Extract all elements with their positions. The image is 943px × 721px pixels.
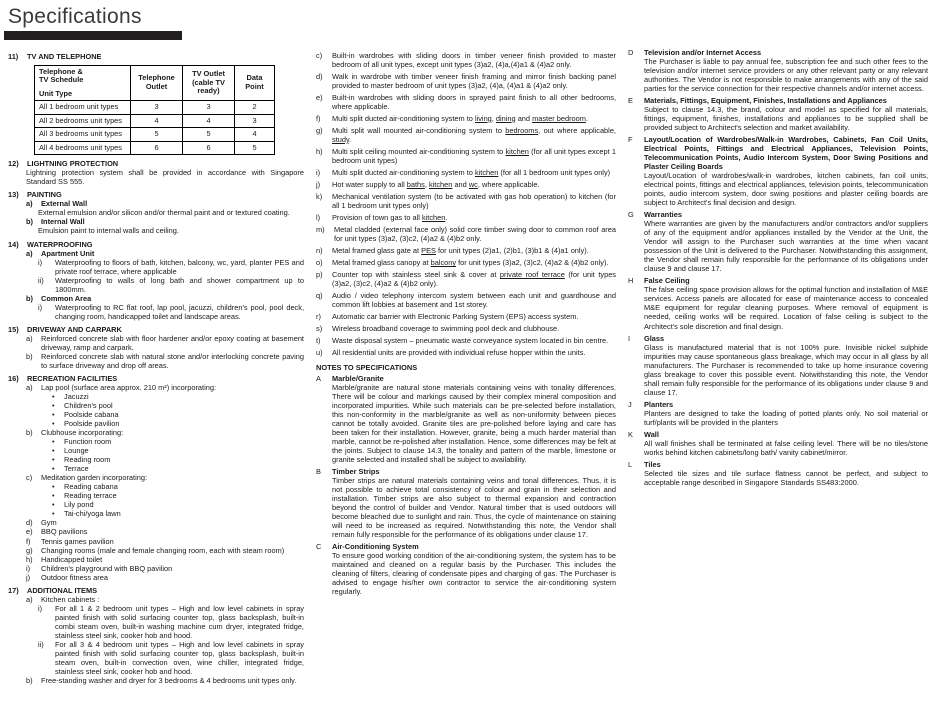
item-body: Reinforced concrete slab with natural stone and/or interlocking concrete paving to surface driveway and drop off areas. xyxy=(41,351,304,370)
note-heading: Wall xyxy=(644,429,659,439)
section-16-list xyxy=(8,383,304,582)
item-body: Walk in wardrobe with timber veneer finish framing and mirror finish backing panel provided to master bedroom of unit types (3)a2, (4)a, (4)a1 & (4)a2 only. xyxy=(332,71,616,90)
item-marker: j) xyxy=(316,179,321,189)
section-15-title: DRIVEWAY AND CARPARK xyxy=(27,324,122,334)
bullet-icon: • xyxy=(52,482,55,492)
item-body: Children's playground with BBQ pavilion xyxy=(41,563,173,573)
note-heading: Television and/or Internet Access xyxy=(644,47,762,57)
list-item xyxy=(26,518,304,527)
note-body: Layout/Location of wardrobes/walk-in wardrobes, kitchen cabinets, fan coil units, electrical points, fittings and electrical appliances, television points, telecommunication points, audio intercom system, door swing positions and plaster ceiling boards are subject to Architect's final decision and design. xyxy=(644,171,928,208)
item-marker: c) xyxy=(26,473,33,483)
bullet-icon: • xyxy=(52,455,55,465)
item-marker: t) xyxy=(316,336,321,346)
section-17-heading xyxy=(8,586,304,595)
item-marker: a) xyxy=(26,594,33,604)
note-item xyxy=(628,135,928,171)
item-marker: g) xyxy=(316,125,323,135)
note-marker: B xyxy=(316,466,321,476)
note-marker: D xyxy=(628,47,634,57)
item-body: Changing rooms (male and female changing room, each with steam room) xyxy=(41,545,285,555)
note-heading: Materials, Fittings, Equipment, Finishes, Installations and Appliances xyxy=(644,95,887,105)
note-body: The Purchaser is liable to pay annual fee, subscription fee and such other fees to the television and/or internet service providers or any other relevant party or any relevant authorities. The Vendor is not responsible to make arrangements with any of the said parties for the service connection for their respective channels and/or internet access. xyxy=(644,56,928,93)
item-marker: d) xyxy=(316,71,323,81)
cell-tv: 5 xyxy=(183,128,235,142)
item-marker: i) xyxy=(26,563,31,573)
item-body: Built-in wardrobes with sliding doors in sprayed paint finish to all other bedrooms, where applicable. xyxy=(332,92,616,111)
item-marker: i) xyxy=(38,603,43,613)
list-item xyxy=(26,527,304,536)
item-body: For all 3 & 4 bedroom unit types – High and low level cabinets in spray painted finish with solid surfacing counter top, glass backsplash, built-in steam oven, built-in convection oven, wine chiller, integrated fridge, stainless steel sink, cooker hob and hood. xyxy=(55,639,304,676)
list-item xyxy=(26,334,304,352)
item-marker: f) xyxy=(26,536,31,546)
item-body: Provision of town gas to all kitchen. xyxy=(332,213,448,223)
item-body: Hot water supply to all baths, kitchen and wc, where applicable. xyxy=(332,179,540,189)
list-item xyxy=(316,147,616,165)
list-item xyxy=(316,324,616,333)
item-body: Waterproofing to floors of bath, kitchen, balcony, wc, yard, planter PES and private roof terrace, where applicable xyxy=(55,257,304,276)
item-body: Function room xyxy=(64,437,112,447)
note-body: Glass is manufactured material that is not 100% pure. Invisible nickel sulphide impurities may cause spontaneous glass breakage, which may occur in all glass by all manufacturers. The Purchaser is recommended to take up home insurance covering glass breakage to cover this possible event. Notwithstanding this note, the Vendor shall remain fully responsible for the performance of its obligations under clause 9 and clause 17. xyxy=(644,342,928,397)
item-body: Metal framed glass gate at PES for unit types (2)a1, (2)b1, (3)b1 & (4)a1 only). xyxy=(332,246,589,256)
item-marker: f) xyxy=(316,113,321,123)
item-body: Built-in wardrobes with sliding doors in timber veneer finish provided to master bedroom of all unit types, except unit types (3)a2, (4)a,(4)a1 & (4)a2 only. xyxy=(332,50,616,69)
list-item xyxy=(316,180,616,189)
column-header-telephone-outlet: Telephone Outlet xyxy=(131,65,183,101)
list-item xyxy=(52,491,304,500)
list-item xyxy=(52,509,304,518)
item-marker: b) xyxy=(26,217,33,227)
list-item xyxy=(316,51,616,69)
item-body: Multi split ducted air-conditioning system to kitchen (for all 1 bedroom unit types only) xyxy=(332,167,611,177)
note-marker: J xyxy=(628,399,632,409)
note-body: Timber strips are natural materials containing veins and tonal differences. Thus, it is not possible to achieve total consistency of colour and grain in their selection and installation. Timber strips are also subject to thermal expansion and contraction beyond the control of builder and Vendor. Natural timber that is used outdoors will become bleached due to sunlight and rain. Thus, the cycle of maintenance on staining will need to be increased as required. Notwithstanding this note, the Vendor shall remain fully responsible for the performance of its obligations under clause 17. xyxy=(332,475,616,540)
item-body: Lap pool (surface area approx. 210 m²) incorporating: xyxy=(41,382,217,392)
section-14-number: 14) xyxy=(8,239,19,249)
cell-telephone: 6 xyxy=(131,141,183,155)
list-item xyxy=(26,352,304,370)
list-item xyxy=(52,392,304,401)
section-11-number: 11) xyxy=(8,51,19,61)
note-marker: C xyxy=(316,542,322,552)
item-marker: a) xyxy=(26,333,33,343)
list-item xyxy=(38,258,304,276)
item-marker: a) xyxy=(26,199,33,209)
column-middle xyxy=(316,48,616,685)
specifications-page xyxy=(0,4,943,721)
cell-telephone: 3 xyxy=(131,101,183,115)
item-marker: j) xyxy=(26,572,31,582)
note-body: Marble/granite are natural stone materials containing veins with tonality differences. There will be colour and markings caused by their complex mineral composition and incorporated impurities. While such materials can be pre-selected before installation, this non-conformity in the marble/granite as well as non-uniformity between pieces cannot be totally avoided. Granite tiles are pre-polished before laying and care has been taken for their installation. However, granite, being a much harder material than marble, cannot be re-polished after installation. Hence, some differences may be felt at the joints. Subject to clause 14.3, the tonality and pattern of the marble, limestone or granite selected and installed shall be subject to availability. xyxy=(332,382,616,464)
list-item xyxy=(52,482,304,491)
item-body: Children's pool xyxy=(64,401,113,411)
list-item xyxy=(26,676,304,685)
section-16-heading xyxy=(8,374,304,383)
item-body: Outdoor fitness area xyxy=(41,572,108,582)
item-marker: b) xyxy=(26,293,33,303)
list-item xyxy=(38,640,304,676)
item-marker: o) xyxy=(316,258,323,268)
item-marker: r) xyxy=(316,312,321,322)
cell-data: 2 xyxy=(235,101,275,115)
item-body: Multi split wall mounted air-conditioning system to bedrooms, out where applicable, study. xyxy=(332,125,616,144)
item-body: Clubhouse incorporating: xyxy=(41,428,124,438)
list-item xyxy=(26,294,304,303)
note-marker: I xyxy=(628,333,631,343)
item-heading: Internal Wall xyxy=(41,217,85,227)
item-body: Terrace xyxy=(64,464,89,474)
list-item xyxy=(316,225,616,243)
note-marker: A xyxy=(316,373,321,383)
note-body: All wall finishes shall be terminated at false ceiling level. There will be no tiles/stone works behind kitchen cabinets/long bath/ vanity cabinet/mirror. xyxy=(644,438,928,457)
list-item xyxy=(316,192,616,210)
note-marker: L xyxy=(628,459,633,469)
item-heading: External Wall xyxy=(41,199,88,209)
item-body: Free-standing washer and dryer for 3 bedrooms & 4 bedrooms unit types only. xyxy=(41,675,297,685)
item-marker: m) xyxy=(316,225,325,235)
item-marker: g) xyxy=(26,545,33,555)
note-heading: Tiles xyxy=(644,459,661,469)
note-heading: Layout/Location of Wardrobes/Walk-in Wardrobes, Cabinets, Fan Coil Units, Electrical Points, Fittings and Electrical Appliances, Television Points, Telecommunication Points, Audio Intercom System, Door Swing Positions and Plaster Ceiling Boards xyxy=(644,134,928,171)
list-item xyxy=(26,199,304,208)
note-item xyxy=(316,542,616,551)
item-body: Tennis games pavilion xyxy=(41,536,114,546)
section-14-heading xyxy=(8,240,304,249)
item-body: Reading cabana xyxy=(64,482,118,492)
note-item xyxy=(628,400,928,409)
note-body: Where warranties are given by the manufacturers and/or contractors and/or suppliers of any of the equipment and/or appliances installed by the Vendor at the Unit, the Vendor will assign to the Purchaser such warranties at the time when vacant possession of the Unit is delivered to the Purchaser. Notwithstanding this assignment, the Vendor shall remain fully responsible for the performance of its obligations under clause 9 and clause 17. xyxy=(644,219,928,274)
list-item xyxy=(26,537,304,546)
corner-line-1: Telephone & xyxy=(39,66,83,76)
bullet-icon: • xyxy=(52,491,55,501)
list-item xyxy=(26,555,304,564)
item-marker: e) xyxy=(316,92,323,102)
list-item xyxy=(316,126,616,144)
item-body: Metal cladded (external face only) solid core timber swing door to common roof area for unit types (3)a2, (3)c2, (4)a2 & (4)b2 only. xyxy=(334,225,616,244)
row-label: All 1 bedroom unit types xyxy=(35,101,131,115)
section-16-title: RECREATION FACILITIES xyxy=(27,373,118,383)
item-marker: ii) xyxy=(38,275,44,285)
item-marker: i) xyxy=(38,257,43,267)
section-16-number: 16) xyxy=(8,373,19,383)
list-item xyxy=(316,291,616,309)
corner-line-2: TV Schedule xyxy=(39,75,84,85)
note-item xyxy=(628,276,928,285)
item-body: Emulsion paint to internal walls and ceiling. xyxy=(38,226,179,236)
item-marker: a) xyxy=(26,248,33,258)
bullet-icon: • xyxy=(52,437,55,447)
page-header xyxy=(0,4,943,40)
list-item xyxy=(316,258,616,267)
bullet-icon: • xyxy=(52,401,55,411)
note-marker: G xyxy=(628,210,634,220)
list-item xyxy=(26,564,304,573)
list-item xyxy=(38,303,304,321)
item-body: Tai-chi/yoga lawn xyxy=(64,509,121,519)
section-17-title: ADDITIONAL ITEMS xyxy=(27,585,98,595)
cell-data: 3 xyxy=(235,114,275,128)
item-marker: b) xyxy=(26,675,33,685)
bullet-icon: • xyxy=(52,410,55,420)
list-item xyxy=(38,276,304,294)
note-item xyxy=(628,48,928,57)
list-item xyxy=(26,573,304,582)
note-heading: Planters xyxy=(644,399,674,409)
item-body: Metal framed glass canopy at balcony for unit types (3)a2, (3)c2, (4)a2 & (4)b2 only). xyxy=(332,258,609,268)
bullet-icon: • xyxy=(52,509,55,519)
corner-line-3: Unit Type xyxy=(39,88,73,98)
item-marker: c) xyxy=(316,50,323,60)
note-marker: K xyxy=(628,429,633,439)
item-marker: s) xyxy=(316,324,323,334)
table-row xyxy=(35,141,275,155)
column-header-tv-outlet: TV Outlet (cable TV ready) xyxy=(183,65,235,101)
item-heading: Apartment Unit xyxy=(41,248,95,258)
note-body: To ensure good working condition of the air-conditioning system, the system has to be maintained and cleaned on a regular basis by the Purchaser. This includes the cleaning of filters, clearing of condensate pipes and charging of gas. The Purchaser is advised to engage his/her own contractor to service the air-conditioning system regularly. xyxy=(332,551,616,597)
list-item xyxy=(52,500,304,509)
item-body: Lounge xyxy=(64,446,89,456)
section-11-title: TV AND TELEPHONE xyxy=(27,51,102,61)
item-body: Reading room xyxy=(64,455,111,465)
list-item xyxy=(316,114,616,123)
section-15-heading xyxy=(8,325,304,334)
page-title: Specifications xyxy=(8,5,142,28)
note-body: Subject to clause 14.3, the brand, colour and model as specified for all materials, fittings, equipment, finishes, installations and appliances to be supplied shall be provided subject to Architect's selection and market availability. xyxy=(644,104,928,132)
note-item xyxy=(628,334,928,343)
column-right xyxy=(628,48,928,685)
item-body: Kitchen cabinets : xyxy=(41,594,100,604)
column-left xyxy=(8,48,304,685)
item-body: Multi split ceiling mounted air-conditioning system to kitchen (for all unit types except 1 bedroom unit types) xyxy=(332,146,616,165)
note-heading: Air-Conditioning System xyxy=(332,542,419,552)
cell-telephone: 4 xyxy=(131,114,183,128)
item-marker: n) xyxy=(316,246,323,256)
list-item xyxy=(316,246,616,255)
notes-section-title: NOTES TO SPECIFICATIONS xyxy=(316,363,418,373)
list-item xyxy=(52,464,304,473)
note-body: Planters are designed to take the loading of potted plants only. No soil material or turf/plants will be provided in the planters xyxy=(644,408,928,427)
cell-tv: 4 xyxy=(183,114,235,128)
item-body: Wireless broadband coverage to swimming pool deck and clubhouse. xyxy=(332,324,560,334)
list-item xyxy=(52,437,304,446)
item-body: Poolside cabana xyxy=(64,410,119,420)
list-item xyxy=(316,312,616,321)
cell-tv: 3 xyxy=(183,101,235,115)
list-item xyxy=(316,93,616,111)
section-14-title: WATERPROOFING xyxy=(27,239,93,249)
list-item xyxy=(52,410,304,419)
item-marker: k) xyxy=(316,192,323,202)
item-body: Audio / video telephony intercom system between each unit and guardhouse and common lift lobbies at basement and 1st storey. xyxy=(332,291,616,310)
note-heading: Warranties xyxy=(644,210,682,220)
section-12-heading xyxy=(8,159,304,168)
table-row xyxy=(35,114,275,128)
list-item xyxy=(316,213,616,222)
item-body: Multi split ducted air-conditioning system to living, dining and master bedroom. xyxy=(332,113,588,123)
note-item xyxy=(628,210,928,219)
section-13-heading xyxy=(8,190,304,199)
note-marker: E xyxy=(628,95,633,105)
table-row xyxy=(35,101,275,115)
item-body: BBQ pavilions xyxy=(41,527,88,537)
section-13-number: 13) xyxy=(8,190,19,200)
row-label: All 3 bedrooms unit types xyxy=(35,128,131,142)
column-header-data-point: Data Point xyxy=(235,65,275,101)
item-body: Counter top with stainless steel sink & cover at private roof terrace (for unit types (3)a2, (3)c2, (4)a2 & (4)b2 only). xyxy=(332,270,616,289)
note-heading: Marble/Granite xyxy=(332,373,384,383)
item-heading: Common Area xyxy=(41,293,92,303)
item-marker: l) xyxy=(316,213,321,223)
note-item xyxy=(316,374,616,383)
section-17-number: 17) xyxy=(8,585,19,595)
item-marker: q) xyxy=(316,291,323,301)
row-label: All 2 bedrooms unit types xyxy=(35,114,131,128)
item-marker: e) xyxy=(26,527,33,537)
cell-data: 5 xyxy=(235,141,275,155)
item-body: Waterproofing to RC flat roof, lap pool, jacuzzi, children's pool, pool deck, changing room, handicapped toilet and landscape areas. xyxy=(55,302,304,321)
bullet-icon: • xyxy=(52,446,55,456)
section-13-title: PAINTING xyxy=(27,190,62,200)
cell-tv: 6 xyxy=(183,141,235,155)
item-body: Poolside pavilion xyxy=(64,419,120,429)
list-item xyxy=(316,72,616,90)
section-12-title: LIGHTNING PROTECTION xyxy=(27,159,119,169)
item-body: Reinforced concrete slab with floor hardener and/or epoxy coating at basement driveway, ramp and carpark. xyxy=(41,333,304,352)
list-item xyxy=(26,473,304,482)
item-body: Automatic car barrier with Electronic Parking System (EPS) access system. xyxy=(332,312,579,322)
bullet-icon: • xyxy=(52,419,55,429)
item-body: Lily pond xyxy=(64,500,94,510)
item-body: Reading terrace xyxy=(64,491,117,501)
row-label: All 4 bedrooms unit types xyxy=(35,141,131,155)
item-marker: u) xyxy=(316,348,323,358)
list-item xyxy=(52,455,304,464)
list-item xyxy=(26,595,304,604)
note-heading: Timber Strips xyxy=(332,466,380,476)
item-body: Handicapped toilet xyxy=(41,554,103,564)
list-item xyxy=(26,249,304,258)
three-column-body xyxy=(0,40,943,685)
item-body: All residential units are provided with individual refuse hopper within the units. xyxy=(332,348,586,358)
list-item xyxy=(26,546,304,555)
section-15-number: 15) xyxy=(8,324,19,334)
item-body: Mechanical ventilation system (to be activated with gas hob operation) to kitchen (for all 1 bedroom unit types only) xyxy=(332,192,616,211)
item-marker: ii) xyxy=(38,639,44,649)
section-12-number: 12) xyxy=(8,159,19,169)
item-marker: d) xyxy=(26,518,33,528)
item-marker: b) xyxy=(26,428,33,438)
list-item xyxy=(38,604,304,640)
list-item xyxy=(26,383,304,392)
table-corner-header xyxy=(35,65,131,101)
item-body: Jacuzzi xyxy=(64,392,89,401)
item-marker: h) xyxy=(316,146,323,156)
note-item xyxy=(316,467,616,476)
item-marker: p) xyxy=(316,270,323,280)
note-body: Selected tile sizes and tile surface flatness cannot be perfect, and subject to acceptable range described in Singapore Standards SS483:2000. xyxy=(644,468,928,488)
bullet-icon: • xyxy=(52,500,55,510)
note-heading: Glass xyxy=(644,333,665,343)
section-12-body: Lightning protection system shall be provided in accordance with Singapore Standard SS 555. xyxy=(26,168,304,187)
item-marker: b) xyxy=(26,351,33,361)
table-row xyxy=(35,128,275,142)
list-item xyxy=(52,446,304,455)
item-marker: i) xyxy=(316,167,321,177)
cell-telephone: 5 xyxy=(131,128,183,142)
list-item xyxy=(26,217,304,226)
item-marker: h) xyxy=(26,554,33,564)
item-body: For all 1 & 2 bedroom unit types – High and low level cabinets in spray painted finish with solid surfacing counter top, glass backsplash, built-in combi steam oven, built-in washing machine cum dryer, integrated fridge, stainless steel sink, cooker hob and hood. xyxy=(55,603,304,640)
item-body: Meditation garden incorporating: xyxy=(41,473,147,483)
list-item xyxy=(316,336,616,345)
cell-data: 4 xyxy=(235,128,275,142)
note-item xyxy=(628,460,928,469)
note-heading: False Ceiling xyxy=(644,276,690,286)
item-body: Gym xyxy=(41,518,57,528)
list-item xyxy=(316,348,616,357)
note-marker: F xyxy=(628,134,633,144)
telephone-tv-schedule-table xyxy=(34,65,275,156)
note-item xyxy=(628,430,928,439)
section-11-heading xyxy=(8,52,304,61)
item-marker: a) xyxy=(26,382,33,392)
item-body: Waterproofing to walls of long bath and shower compartment up to 1800mm. xyxy=(55,275,304,294)
note-item xyxy=(628,96,928,105)
note-body: The false ceiling space provision allows for the optimal function and installation of M&E services. Access panels are allocated for ease of maintenance access to concealed M&E equipment for regular cleaning purposes. Where removal of equipment is needed, ceiling works will be required. Location of false ceiling is subject to the Architect's sole discretion and final design. xyxy=(644,285,928,331)
note-marker: H xyxy=(628,276,634,286)
list-item xyxy=(52,419,304,428)
list-item xyxy=(316,168,616,177)
item-body: Waste disposal system – pneumatic waste conveyance system located in bin centre. xyxy=(332,336,609,346)
item-body: External emulsion and/or silicon and/or thermal paint and or textured coating. xyxy=(38,208,290,218)
list-item xyxy=(26,428,304,437)
bullet-icon: • xyxy=(52,464,55,474)
bullet-icon: • xyxy=(52,392,55,401)
title-underline-bar xyxy=(4,31,182,40)
item-marker: i) xyxy=(38,302,43,312)
list-item xyxy=(52,401,304,410)
list-item xyxy=(316,270,616,288)
